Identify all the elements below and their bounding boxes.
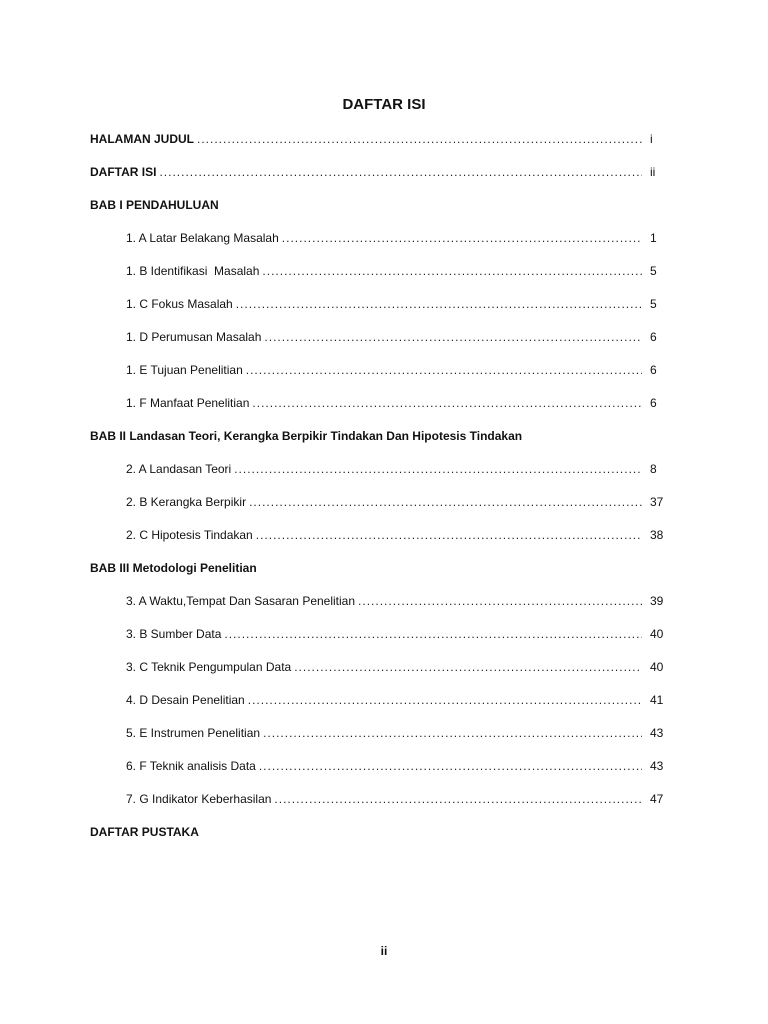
- toc-page-number: 39: [650, 594, 664, 608]
- dot-leader: [294, 659, 642, 675]
- toc-page-number: ii: [650, 165, 656, 179]
- toc-entry-label: 6. F Teknik analisis Data: [126, 759, 256, 773]
- toc-page-number: 37: [650, 495, 664, 509]
- toc-entry-4d: [0, 692, 768, 725]
- toc-entry-1f: [0, 395, 768, 428]
- toc-entry-halaman-judul: [0, 131, 768, 164]
- toc-entry-1c: [0, 296, 768, 329]
- dot-leader: [236, 296, 642, 312]
- toc-chapter-bab-iii: [0, 560, 768, 593]
- toc-entry-label: 1. B Identifikasi Masalah: [126, 264, 260, 278]
- toc-entry-label: 5. E Instrumen Penelitian: [126, 726, 261, 740]
- toc-entry-3c: [0, 659, 768, 692]
- toc-page-number: 47: [650, 792, 664, 806]
- toc-page-number: 6: [650, 396, 657, 410]
- dot-leader: [262, 263, 642, 279]
- toc-entry-2a: [0, 461, 768, 494]
- toc-page-number: 40: [650, 627, 664, 641]
- toc-entry-2b: [0, 494, 768, 527]
- dot-leader: [159, 164, 642, 180]
- dot-leader: [246, 362, 642, 378]
- toc-page-number: 5: [650, 297, 657, 311]
- toc-entry-daftar-pustaka: [0, 824, 768, 857]
- toc-entry-3a: [0, 593, 768, 626]
- toc-entry-label: 3. A Waktu,Tempat Dan Sasaran Penelitian: [126, 594, 356, 608]
- dot-leader: [274, 791, 642, 807]
- toc-entry-label: 3. B Sumber Data: [126, 627, 222, 641]
- toc-page-number: 43: [650, 726, 664, 740]
- toc-entry-label: 7. G Indikator Keberhasilan: [126, 792, 272, 806]
- dot-leader: [256, 527, 642, 543]
- toc-entry-label: 4. D Desain Penelitian: [126, 693, 245, 707]
- dot-leader: [197, 131, 642, 147]
- dot-leader: [252, 395, 642, 411]
- toc-entry-2c: [0, 527, 768, 560]
- dot-leader: [234, 461, 642, 477]
- toc-page-number: 8: [650, 462, 657, 476]
- toc-entry-1e: [0, 362, 768, 395]
- toc-entry-label: 2. A Landasan Teori: [126, 462, 232, 476]
- toc-entry-label: 1. D Perumusan Masalah: [126, 330, 262, 344]
- toc-page-number: 6: [650, 330, 657, 344]
- dot-leader: [248, 692, 642, 708]
- toc-chapter-label: BAB III Metodologi Penelitian: [90, 561, 257, 575]
- toc-entry-1d: [0, 329, 768, 362]
- dot-leader: [282, 230, 642, 246]
- page-number-footer: ii: [380, 944, 388, 958]
- toc-entry-1b: [0, 263, 768, 296]
- toc-page-number: 43: [650, 759, 664, 773]
- toc-entry-label: 2. B Kerangka Berpikir: [126, 495, 247, 509]
- toc-chapter-label: DAFTAR PUSTAKA: [90, 825, 199, 839]
- toc-entry-label: 1. C Fokus Masalah: [126, 297, 233, 311]
- toc-page-number: 41: [650, 693, 664, 707]
- toc-page-number: 38: [650, 528, 664, 542]
- dot-leader: [259, 758, 642, 774]
- page-title: DAFTAR ISI: [342, 96, 426, 113]
- toc-entry-label: 2. C Hipotesis Tindakan: [126, 528, 253, 542]
- dot-leader: [249, 494, 642, 510]
- toc-page-number: i: [650, 132, 653, 146]
- toc-entry-7g: [0, 791, 768, 824]
- dot-leader: [263, 725, 642, 741]
- dot-leader: [224, 626, 642, 642]
- toc-entry-label: 1. F Manfaat Penelitian: [126, 396, 250, 410]
- toc-entry-5e: [0, 725, 768, 758]
- toc-page-number: 40: [650, 660, 664, 674]
- toc-entry-1a: [0, 230, 768, 263]
- toc-entry-daftar-isi: [0, 164, 768, 197]
- toc-chapter-label: BAB I PENDAHULUAN: [90, 198, 219, 212]
- toc-chapter-label: BAB II Landasan Teori, Kerangka Berpikir Tindakan Dan Hipotesis Tindakan: [90, 429, 523, 443]
- toc-entry-label: DAFTAR ISI: [90, 165, 157, 179]
- toc-entry-label: 1. A Latar Belakang Masalah: [126, 231, 279, 245]
- table-of-contents: [0, 131, 768, 857]
- toc-page-number: 6: [650, 363, 657, 377]
- dot-leader: [264, 329, 642, 345]
- dot-leader: [358, 593, 642, 609]
- toc-entry-3b: [0, 626, 768, 659]
- toc-page-number: 5: [650, 264, 657, 278]
- toc-page-number: 1: [650, 231, 657, 245]
- toc-entry-label: HALAMAN JUDUL: [90, 132, 194, 146]
- toc-entry-label: 3. C Teknik Pengumpulan Data: [126, 660, 292, 674]
- toc-entry-6f: [0, 758, 768, 791]
- toc-chapter-bab-ii: [0, 428, 768, 461]
- toc-chapter-bab-i: [0, 197, 768, 230]
- toc-entry-label: 1. E Tujuan Penelitian: [126, 363, 243, 377]
